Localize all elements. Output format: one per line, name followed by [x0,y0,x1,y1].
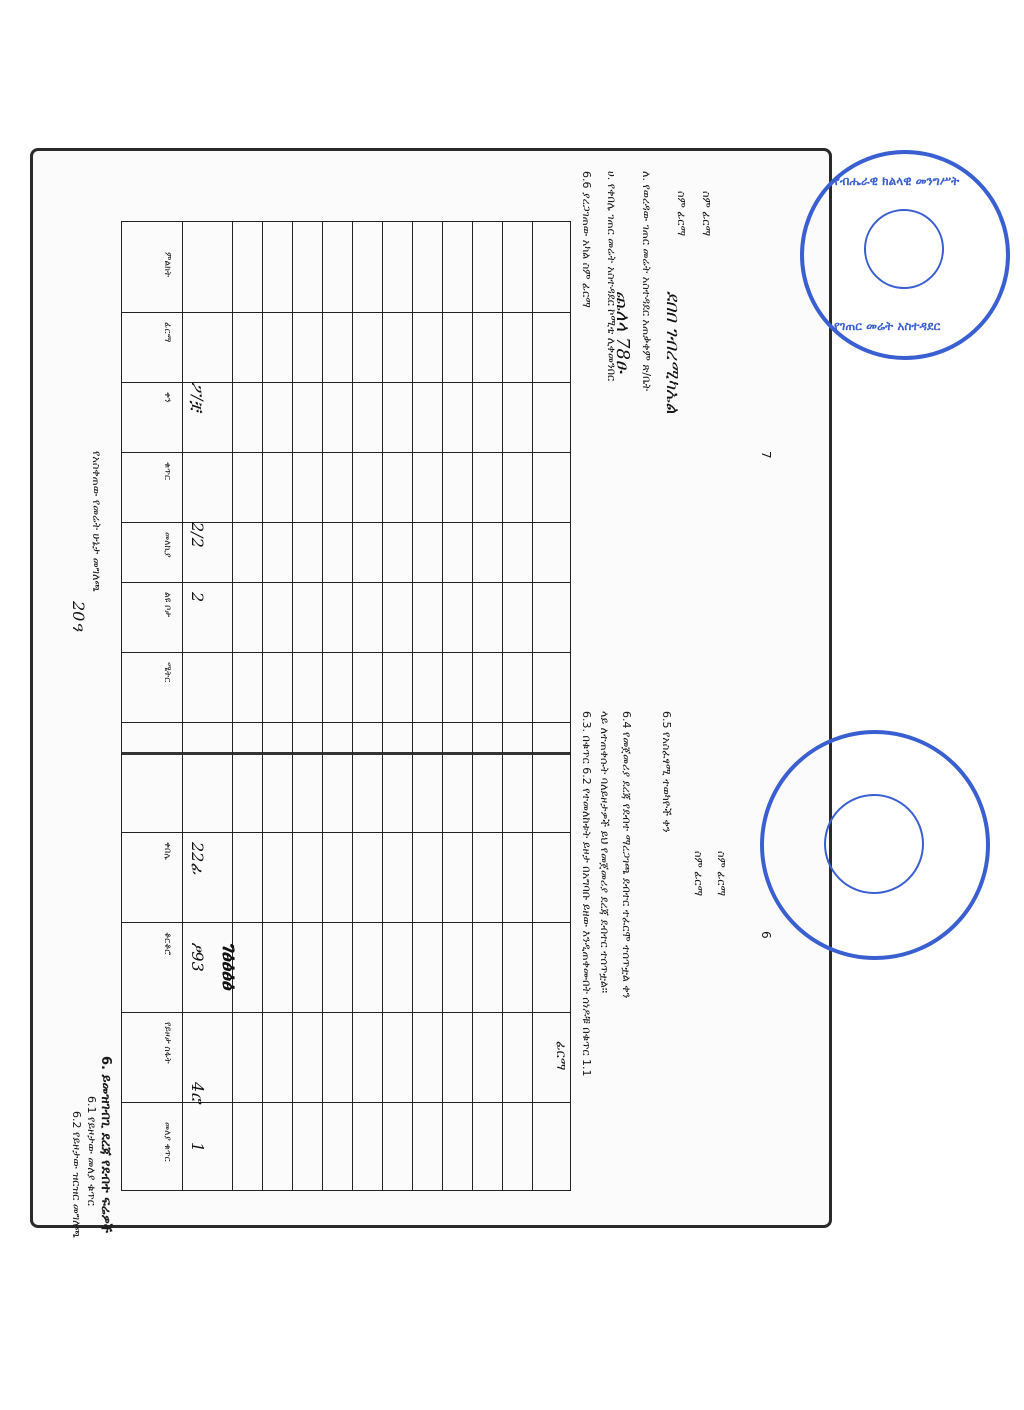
footer-line-1: ላይ ለተጠቀሱት ባለይዞታዎች ይህ የመጀመሪያ ደረጃ ደብተር ተሰጥቷል። [598,711,611,993]
handwritten-top: 20ዓ [69,601,88,631]
footer-line-4: ስም ፊርማ [692,851,705,897]
official-stamp-bottom [760,730,990,960]
section-title: 6. ይመዝገብጊ ደረጃ የደብተ ፍሬዎች [98,1056,113,1233]
handwritten-name: ደበበ ገብረሚካኤል [662,291,683,414]
header-7: ቀበሌ [162,842,172,860]
section-6-1: 6.1 የይዞታው መለያ ቁጥር [85,1096,98,1206]
page-number-left: 6 [759,931,773,939]
header-1: ፊርማ [162,322,172,343]
right-page-heading: የአስቀጠው የመሬት ሁኔታ መግለጫ [90,451,103,592]
row1-value-c: 2 [188,592,207,603]
footer-line-0: 6.3. በቁጥር 6.2 የተመለከቱት ይዞታ በአግባቡ ይዘው እንዲጠቀሙበት ሰነዶቹ በቁጥር 1.1 [580,711,593,1077]
handwritten-date: ጨለላ 78ፁ [612,291,633,373]
header-9: የይዞታ ስፋት [162,1022,172,1064]
stamp-text-bottom: የገጠር መሬት አስተዳደር [834,319,941,333]
right-footer-line-4: ስም ፊርማ [700,191,713,237]
page-number-right: 7 [759,451,773,459]
right-footer-line-2: ለ. የወረዳው ገጠር መሬት አስተዳደር አጠቃቀም ጽ/ቤት [640,171,653,392]
header-6: ሜትር [162,662,172,683]
header-8: ቆርቆሮ [162,932,172,956]
header-2: ቀን [162,392,172,403]
right-footer-line-0: 6.6 ያረጋገጠው አካል ስም ፊርማ [580,171,593,308]
data-table [121,221,571,1191]
header-3: ቁጥር [162,462,172,480]
official-stamp-top [800,150,1010,360]
header-0: ምልክት [162,252,172,278]
right-footer-line-1: ሀ. የቀበሌ ገጠር መሬት አስተዳደር ኮሚቴ ሊቀመንበር [605,171,618,382]
stamp-text-top: የብሔራዊ ክልላዊ መንግሥት [834,174,960,188]
header-5: ልዩ ቦታ [162,592,172,617]
land-certificate-booklet [30,148,832,1238]
row1-id: 1 [188,1142,207,1153]
footer-line-3: 6.5 የአስፈፃሚ ተወካዮች ቀን [660,711,673,833]
footer-line-2: 6.4 የመጀመሪያ ደረጃ የደብተ ማረጋገጫ ደብተር ተፈርሞ ተሰጥቷል ቀን [620,711,633,999]
header-4: መለኪያ [162,532,172,558]
row1-value-e: ፖ/ቿ [188,382,207,412]
footer-line-5: ስም ፊርማ [715,851,728,897]
row1-value-a: ፆ93 [188,942,207,972]
header-10: መለያ ቁጥር [162,1122,172,1162]
row1-signature: ገፅፅፅፅ [218,942,242,990]
section-6-2: 6.2 የይዞታው ዝርዝር መግለጫ [70,1111,83,1238]
signature-label: ፊርማ [553,1041,568,1071]
row1-value-b: 22ፊ [188,842,207,875]
row1-area: 4ሮ [188,1082,207,1103]
row1-value-d: 2/2 [188,522,207,548]
right-footer-line-3: ስም ፊርማ [675,191,688,237]
